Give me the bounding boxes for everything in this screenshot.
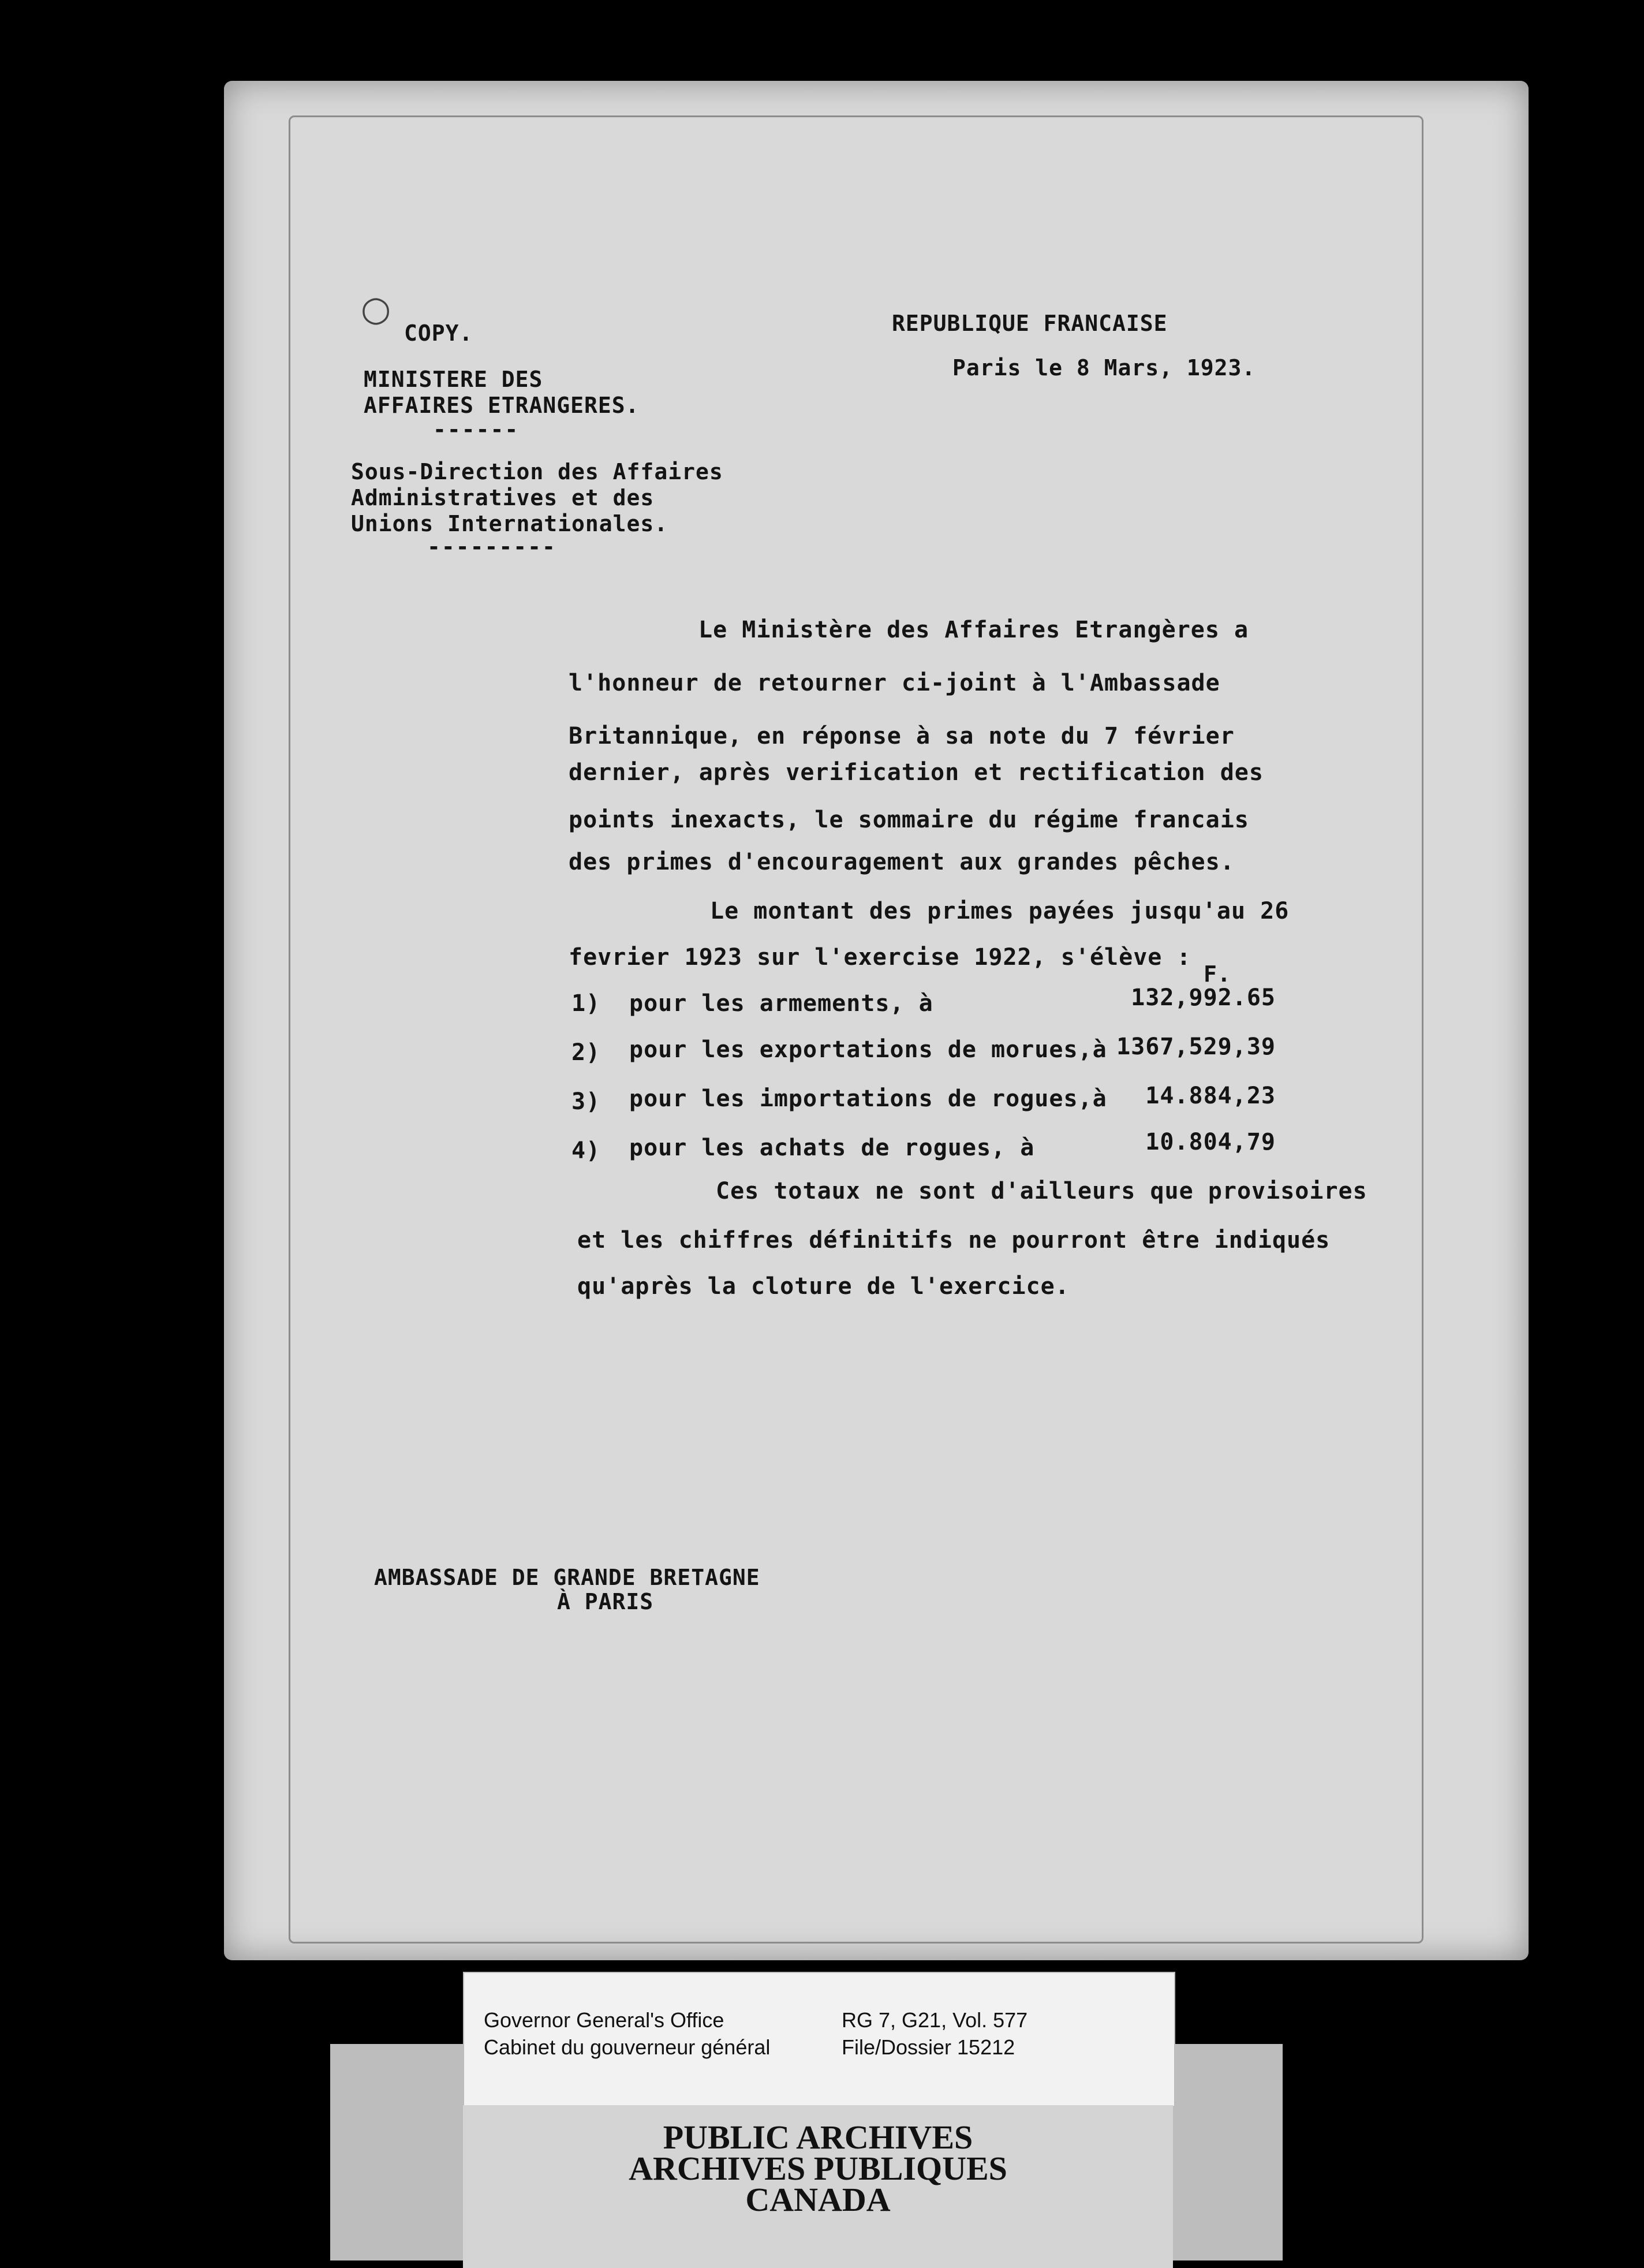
item-1-amount: 132,992.65 — [1131, 984, 1276, 1011]
archives-line-2: ARCHIVES PUBLIQUES — [629, 2150, 1007, 2187]
place-date: Paris le 8 Mars, 1923. — [952, 355, 1256, 381]
paragraph1-line-2: l'honneur de retourner ci-joint à l'Ambassade — [569, 670, 1220, 696]
ministry-line-2: AFFAIRES ETRANGERES. — [364, 393, 640, 418]
item-3-text: pour les importations de rogues,à — [629, 1085, 1107, 1112]
archive-reference: RG 7, G21, Vol. 577 — [842, 2008, 1028, 2032]
item-4-text: pour les achats de rogues, à — [629, 1135, 1035, 1161]
archives-line-1: PUBLIC ARCHIVES — [663, 2118, 973, 2156]
paragraph1-line-5: points inexacts, le sommaire du régime francais — [569, 807, 1249, 833]
item-3-amount: 14.884,23 — [1145, 1083, 1276, 1109]
item-1-text: pour les armements, à — [629, 990, 933, 1017]
paragraph3-line-1: Ces totaux ne sont d'ailleurs que provisoires — [716, 1178, 1367, 1204]
subdivision-line-1: Sous-Direction des Affaires — [351, 459, 723, 484]
subdivision-line-2: Administratives et des — [351, 485, 655, 510]
paragraph1-line-3: Britannique, en réponse à sa note du 7 février — [569, 723, 1235, 749]
item-4-number: 4) — [571, 1137, 601, 1164]
paragraph1-line-6: des primes d'encouragement aux grandes pêches. — [569, 849, 1235, 875]
office-french: Cabinet du gouverneur général — [484, 2035, 771, 2059]
republic-heading: REPUBLIQUE FRANCAISE — [892, 311, 1168, 336]
ministry-dashes: ------ — [433, 417, 520, 442]
paragraph3-line-2: et les chiffres définitifs ne pourront être indiqués — [577, 1227, 1331, 1254]
paragraph2-line-2: fevrier 1923 sur l'exercise 1922, s'élève : — [569, 944, 1191, 971]
copy-label: COPY. — [404, 320, 473, 346]
subdivision-dashes: --------- — [427, 534, 556, 559]
addressee-line-1: AMBASSADE DE GRANDE BRETAGNE — [374, 1565, 760, 1590]
margin-mark: ○ — [361, 289, 391, 329]
paragraph1-line-4: dernier, après verification et rectification des — [569, 759, 1264, 786]
subdivision-line-3: Unions Internationales. — [351, 511, 668, 536]
paragraph3-line-3: qu'après la cloture de l'exercice. — [577, 1273, 1070, 1300]
item-2-number: 2) — [571, 1039, 601, 1066]
paragraph1-line-1: Le Ministère des Affaires Etrangères a — [698, 617, 1249, 643]
archives-line-3: CANADA — [745, 2181, 891, 2218]
currency-label: F. — [1204, 961, 1231, 987]
item-4-amount: 10.804,79 — [1145, 1129, 1276, 1155]
addressee-line-2: À PARIS — [557, 1589, 654, 1614]
item-2-amount: 1367,529,39 — [1116, 1034, 1276, 1060]
item-3-number: 3) — [571, 1088, 601, 1115]
office-english: Governor General's Office — [484, 2008, 724, 2032]
item-2-text: pour les exportations de morues,à — [629, 1036, 1107, 1063]
paragraph2-line-1: Le montant des primes payées jusqu'au 26 — [710, 898, 1290, 924]
archive-file-number: File/Dossier 15212 — [842, 2035, 1015, 2059]
item-1-number: 1) — [571, 990, 601, 1017]
ministry-line-1: MINISTERE DES — [364, 367, 543, 392]
